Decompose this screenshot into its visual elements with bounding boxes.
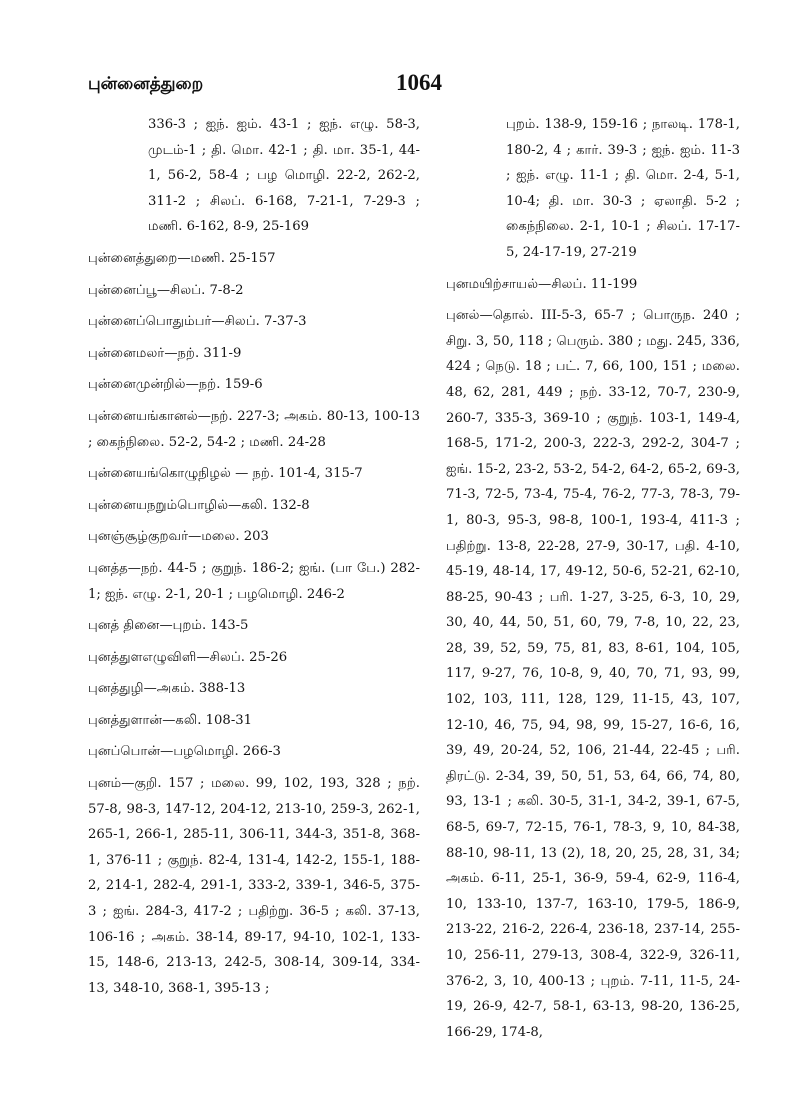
index-entry: புனஞ்சூழ்குறவர்—மலை. 203 bbox=[88, 529, 269, 545]
index-entry: புன்னைமலர்—நற். 311-9 bbox=[88, 345, 242, 361]
index-entry: புனல்—தொல். III-5-3, 65-7 ; பொருந. 240 ; சிறு. 3, 50, 118 ; பெரும். 380 ; மது. 245, 336, 424 ; நெடு. 18 ; பட். 7, 66, 100, 151 ; மலை. 48, 62, 281, 449 ; நற். 33-12, 70-7, 230-9, 260-7, 335-3, 369-10 ; குறுந். 103-1, 149-4, 168-5, 171-2, 200-3, 222-3, 292-2, 304-7 ; ஐங். 15-2, 23-2, 53-2, 54-2, 64-2, 65-2, 69-3, 71-3, 72-5, 73-4, 75-4, 76-2, 77-3, 78-3, 79-1, 80-3, 95-3, 98-8, 100-1, 193-4, 411-3 ; பதிற்று. 13-8, 22-28, 27-9, 30-17, பதி. 4-10, 45-19, 48-14, 17, 49-12, 50-6, 52-21, 62-10, 88-25, 90-43 ; பரி. 1-27, 3-25, 6-3, 10, 29, 30, 40, 44, 50, 51, 60, 79, 7-8, 10, 22, 23, 28, 39, 52, 59, 75, 81, 83, 8-61, 104, 105, 117, 9-27, 76, 10-8, 9, 40, 70, 71, 93, 99, 102, 103, 111, 128, 129, 11-15, 43, 107, 12-10, 46, 75, 94, 98, 99, 15-27, 16-6, 16, 39, 49, 20-24, 52, 106, 21-44, 22-45 ; பரி. திரட்டு. 2-34, 39, 50, 51, 53, 64, 66, 74, 80, 93, 13-1 ; கலி. 30-5, 31-1, 34-2, 39-1, 67-5, 68-5, 69-7, 72-15, 76-1, 78-3, 9, 10, 84-38, 88-10, 98-11, 13 (2), 18, 20, 25, 28, 31, 34; அகம். 6-11, 25-1, 36-9, 59-4, 62-9, 116-4, 10, 133-10, 137-7, 163-10, 179-5, 186-9, 213-22, 216-2, 226-4, 236-18, 237-14, 255-10, 256-11, 279-13, 308-4, 322-9, 326-11, 376-2, 3, 10, 400-13 ; புறம். 7-11, 11-5, 24-19, 26-9, 42-7, 58-1, 63-13, 98-20, 136-25, 166-29, 174-8, bbox=[446, 308, 740, 1040]
index-entry: புனத்துளஎழுவிளி—சிலப். 25-26 bbox=[88, 649, 288, 665]
index-entry-continuation: புறம். 138-9, 159-16 ; நாலடி. 178-1, 180-2, 4 ; கார். 39-3 ; ஐந். ஐம். 11-3 ; ஐந். எழு. 11-1 ; தி. மொ. 2-4, 5-1, 10-4; தி. மா. 30-3 ; ஏலாதி. 5-2 ; கைந்நிலை. 2-1, 10-1 ; சிலப். 17-17-5, 24-17-19, 27-219 bbox=[506, 117, 740, 260]
running-head: புன்னைத்துறை bbox=[88, 74, 204, 94]
right-column bbox=[446, 112, 740, 1051]
index-entry: புனத்த—நற். 44-5 ; குறுந். 186-2; ஐங். (பா பே.) 282-1; ஐந். எழு. 2-1, 20-1 ; பழமொழி. 246-2 bbox=[88, 560, 420, 602]
left-column bbox=[88, 112, 420, 1007]
index-entry: புன்னைமுன்றில்—நற். 159-6 bbox=[88, 377, 263, 393]
index-entry: புனமயிற்சாயல்—சிலப். 11-199 bbox=[446, 276, 638, 292]
index-entry: புனம்—குறி. 157 ; மலை. 99, 102, 193, 328 ; நற். 57-8, 98-3, 147-12, 204-12, 213-10, 259-3, 262-1, 265-1, 266-1, 285-11, 306-11, 344-3, 351-8, 368-1, 376-11 ; குறுந். 82-4, 131-4, 142-2, 155-1, 188-2, 214-1, 282-4, 291-1, 333-2, 339-1, 346-5, 375-3 ; ஐங். 284-3, 417-2 ; பதிற்று. 36-5 ; கலி. 37-13, 106-16 ; அகம். 38-14, 89-17, 94-10, 102-1, 133-15, 148-6, 213-13, 242-5, 308-14, 309-14, 334-13, 348-10, 368-1, 395-13 ; bbox=[88, 776, 420, 996]
index-entry: புனத்துளான்—கலி. 108-31 bbox=[88, 712, 253, 728]
index-entry: புனத் தினை—புறம். 143-5 bbox=[88, 618, 249, 634]
index-entry-continuation: 336-3 ; ஐந். ஐம். 43-1 ; ஐந். எழு. 58-3, முடம்-1 ; தி. மொ. 42-1 ; தி. மா. 35-1, 44-1, 56-2, 58-4 ; பழ மொழி. 22-2, 262-2, 311-2 ; சிலப். 6-168, 7-21-1, 7-29-3 ; மணி. 6-162, 8-9, 25-169 bbox=[148, 117, 420, 235]
index-entry: புன்னையநறும்பொழில்—கலி. 132-8 bbox=[88, 497, 310, 513]
index-entry: புன்னைப்பொதும்பர்—சிலப். 7-37-3 bbox=[88, 314, 307, 330]
index-entry: புனத்துழி—அகம். 388-13 bbox=[88, 681, 246, 697]
index-entry: புன்னைத்துறை—மணி. 25-157 bbox=[88, 250, 276, 266]
page-number: 1064 bbox=[396, 70, 442, 95]
index-entry: புனப்பொன்—பழமொழி. 266-3 bbox=[88, 744, 281, 760]
index-entry: புன்னையங்கானல்—நற். 227-3; அகம். 80-13, 100-13 ; கைந்நிலை. 52-2, 54-2 ; மணி. 24-28 bbox=[88, 408, 420, 450]
page-header bbox=[88, 70, 728, 104]
index-entry: புன்னையங்கொழுநிழல் — நற். 101-4, 315-7 bbox=[88, 466, 363, 482]
index-entry: புன்னைப்பூ—சிலப். 7-8-2 bbox=[88, 282, 244, 298]
